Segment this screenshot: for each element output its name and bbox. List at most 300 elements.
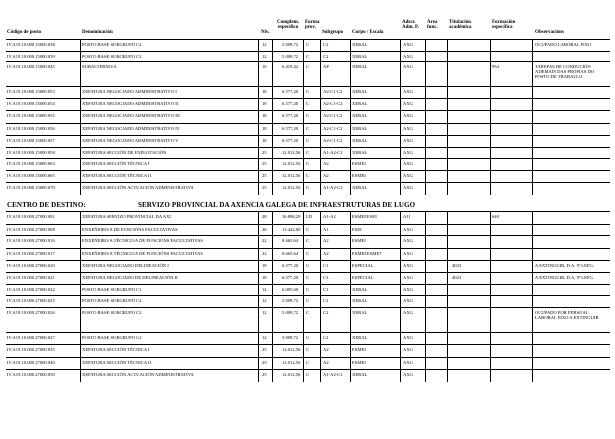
cell-sub: C2 <box>323 310 329 315</box>
cell-sub: C2 <box>323 42 329 47</box>
column-divider <box>425 183 426 195</box>
cell-code: IV.A19.10.000.27000.035 <box>7 347 55 352</box>
column-divider <box>258 370 259 382</box>
column-divider <box>490 370 491 382</box>
cell-obs: TAREFAS DE CONDUCIÓN ADEMAIS DAS PROPIAS DO POSTO DE TRABALLO. <box>535 64 595 79</box>
cell-code: IV.A19.10.000.27000.040 <box>7 360 55 365</box>
cell-comp: 6.577,20 <box>282 113 299 118</box>
cell-corpo: XERAL <box>352 185 368 190</box>
cell-sub: C2 <box>323 54 329 59</box>
header-titulacion-line1: Titulación <box>449 20 471 25</box>
cell-sub: AP <box>323 64 329 69</box>
cell-comp: 12.012,56 <box>282 360 301 365</box>
column-divider <box>490 62 491 87</box>
row-divider <box>6 272 610 273</box>
cell-corpo: ESMEI <box>352 238 366 243</box>
column-divider <box>425 308 426 333</box>
cell-name: XEFATURA NEGOCIADO ADMINISTRATIVO I <box>82 89 177 94</box>
cell-lvl: 12 <box>262 335 267 340</box>
cell-name: XEFATURA SECCIÓN TÉCNICA I <box>82 347 150 352</box>
cell-forma: C <box>306 263 310 268</box>
cell-forma: C <box>306 42 310 47</box>
cell-adscr: AXG <box>403 161 413 166</box>
column-divider <box>80 308 81 333</box>
header-nivel: Nív. <box>261 30 270 35</box>
cell-code: IV.A19.10.000.15000.053 <box>7 89 55 94</box>
cell-code: IV.A19.10.000.15000.070 <box>7 185 55 190</box>
cell-sub: C2 <box>323 335 329 340</box>
row-divider <box>6 248 610 249</box>
row-divider <box>6 123 610 124</box>
row-divider <box>6 182 610 183</box>
cell-forma: C <box>306 227 310 232</box>
row-divider <box>6 295 610 296</box>
cell-adscr: AXG <box>403 173 413 178</box>
cell-sub: A2 <box>323 173 329 178</box>
cell-adscr: AXG <box>403 113 413 118</box>
cell-sub: A2 <box>323 251 329 256</box>
cell-forma: C <box>306 287 310 292</box>
cell-lvl: 14 <box>262 287 267 292</box>
cell-forma: C <box>306 161 310 166</box>
header-adscr <box>402 20 419 31</box>
cell-code: IV.A19.10.000.27000.021 <box>7 275 55 280</box>
cell-comp: 5.009,72 <box>282 54 299 59</box>
cell-forma: C <box>306 126 310 131</box>
column-divider <box>532 308 533 333</box>
cell-code: IV.A19.10.000.15000.063 <box>7 161 55 166</box>
cell-name: XEFATURA SECCIÓN TÉCNICA I <box>82 161 150 166</box>
centro-destino-label: CENTRO DE DESTINO: <box>7 201 86 209</box>
cell-corpo: ESMEI <box>352 161 366 166</box>
cell-adscr: AXG <box>403 138 413 143</box>
cell-corpo: ESMEI <box>352 360 366 365</box>
cell-lvl: 18 <box>262 263 267 268</box>
cell-comp: 12.012,56 <box>282 185 301 190</box>
row-divider <box>6 158 610 159</box>
cell-adscr: AXG <box>403 126 413 131</box>
column-divider <box>425 62 426 87</box>
cell-name: POSTO BASE SUBGRUPO C2 <box>82 54 142 59</box>
header-complemento-line1: Complem. <box>276 20 300 25</box>
cell-code: IV.A19.10.000.27000.001 <box>7 214 55 219</box>
cell-code: IV.A19.10.000.27000.008 <box>7 227 55 232</box>
cell-name: POSTO BASE SUBGRUPO C2 <box>82 335 142 340</box>
header-adscr-line2: Adm. P. <box>402 25 419 31</box>
cell-corpo: ESMEI <box>352 173 366 178</box>
column-divider <box>320 62 321 87</box>
cell-adscr: AXG <box>403 42 413 47</box>
column-divider <box>303 62 304 87</box>
cell-forma: C <box>306 54 310 59</box>
header-adscr-line1: Adscr. <box>402 20 416 25</box>
cell-lvl: 18 <box>262 113 267 118</box>
cell-forma: C <box>306 138 310 143</box>
column-divider <box>400 370 401 382</box>
column-divider <box>272 183 273 195</box>
cell-tit: 4023 <box>452 275 462 280</box>
row-divider <box>6 332 610 333</box>
cell-comp: 5.009,72 <box>282 310 299 315</box>
cell-code: IV.A19.10.000.27000.026 <box>7 310 55 315</box>
cell-adscr: AXG <box>403 335 413 340</box>
row-divider <box>6 344 610 345</box>
cell-adscr: AXG <box>403 347 413 352</box>
cell-name: SUBALTERNO/A <box>82 64 117 69</box>
column-divider <box>350 370 351 382</box>
cell-corpo: XERAL <box>352 287 368 292</box>
cell-code: IV.A19.10.000.15000.065 <box>7 173 55 178</box>
cell-lvl: 18 <box>262 126 267 131</box>
column-divider <box>532 62 533 87</box>
cell-comp: 6.419,42 <box>282 64 299 69</box>
cell-sub: A2-C1-C2 <box>323 126 343 131</box>
header-subgrupo: Subgrupo <box>322 30 344 35</box>
cell-forma: C <box>306 360 310 365</box>
cell-comp: 12.012,56 <box>282 173 301 178</box>
column-divider <box>532 183 533 195</box>
column-divider <box>320 183 321 195</box>
cell-name: ENXEÑEIRO/A TÉCNICO/A DE FUNCIÓNS FACULTATIVAS <box>82 238 203 243</box>
cell-sub: A1-A2-C1 <box>323 185 343 190</box>
cell-sub: C1 <box>323 263 329 268</box>
cell-corpo: XERAL <box>352 335 368 340</box>
cell-forma: C <box>306 173 310 178</box>
column-divider <box>272 308 273 333</box>
cell-forma: C <box>306 185 310 190</box>
cell-name: XEFATURA SERVIZO PROVINCIAL DA AXI <box>82 214 171 219</box>
column-divider <box>350 183 351 195</box>
cell-sub: A1 <box>323 227 329 232</box>
cell-name: XEFATURA NEGOCIADO DELINEACIÓN I <box>82 263 169 268</box>
cell-code: IV.A19.10.000.27000.027 <box>7 335 55 340</box>
cell-adscr: AXG <box>403 298 413 303</box>
cell-forma: C <box>306 89 310 94</box>
cell-corpo: XERAL <box>352 126 368 131</box>
header-denominacion: Denominación <box>82 30 113 35</box>
row-divider <box>6 211 610 212</box>
column-divider <box>80 183 81 195</box>
cell-comp: 12.012,56 <box>282 161 301 166</box>
column-divider <box>447 62 448 87</box>
cell-corpo: XERAL <box>352 64 368 69</box>
cell-lvl: 25 <box>262 161 267 166</box>
row-divider <box>6 307 610 308</box>
cell-code: IV.A19.10.000.27000.016 <box>7 238 55 243</box>
cell-corpo: ESEI <box>352 227 362 232</box>
cell-comp: 16.898,29 <box>282 214 301 219</box>
cell-adscr: AXG <box>403 185 413 190</box>
cell-code: IV.A19.10.000.27000.025 <box>7 298 55 303</box>
cell-forma: C <box>306 275 310 280</box>
row-divider <box>6 98 610 99</box>
cell-comp: 6.577,20 <box>282 101 299 106</box>
cell-name: POSTO BASE SUBGRUPO C2 <box>82 42 142 47</box>
column-divider <box>303 183 304 195</box>
column-divider <box>400 62 401 87</box>
cell-forma: C <box>306 372 310 377</box>
cell-corpo: ESMEI <box>352 347 366 352</box>
cell-code: IV.A19.10.000.15000.055 <box>7 113 55 118</box>
cell-lvl: 25 <box>262 173 267 178</box>
header-forma-line1: Forma <box>305 20 320 25</box>
cell-adscr: AXG <box>403 251 413 256</box>
cell-comp: 6.577,20 <box>282 126 299 131</box>
cell-name: XEFATURA NEGOCIADO ADMINISTRATIVO II <box>82 101 179 106</box>
cell-comp: 5.009,72 <box>282 335 299 340</box>
cell-forma: C <box>306 64 310 69</box>
cell-adscr: AXG <box>403 275 413 280</box>
cell-code: IV.A19.10.000.15000.045 <box>7 64 55 69</box>
cell-adscr: AXG <box>403 101 413 106</box>
cell-name: XEFATURA SECCIÓN TÉCNICA II <box>82 173 152 178</box>
cell-tit: 4023 <box>452 263 462 268</box>
cell-code: IV.A19.10.000.15000.058 <box>7 150 55 155</box>
cell-sub: A2-C1-C2 <box>323 138 343 143</box>
row-divider <box>6 135 610 136</box>
cell-corpo: ESMEI/ESEI <box>352 214 377 219</box>
cell-name: XEFATURA SECCIÓN TÉCNICA II <box>82 360 152 365</box>
cell-form: 954 <box>492 64 499 69</box>
cell-name: XEFATURA SECCIÓN ACTUACIÓN ADMINISTRATIVA <box>82 372 194 377</box>
cell-lvl: 12 <box>262 54 267 59</box>
cell-name: ENXEÑEIRO/A DE FUNCIÓNS FACULTATIVAS <box>82 227 178 232</box>
cell-comp: 6.577,20 <box>282 138 299 143</box>
cell-sub: A2 <box>323 161 329 166</box>
cell-lvl: 22 <box>262 238 267 243</box>
row-divider <box>6 147 610 148</box>
cell-corpo: XERAL <box>352 42 368 47</box>
column-divider <box>303 370 304 382</box>
cell-sub: C1 <box>323 275 329 280</box>
cell-code: IV.A19.10.000.15000.038 <box>7 42 55 47</box>
row-divider <box>6 51 610 52</box>
cell-sub: C1 <box>323 287 329 292</box>
column-divider <box>425 370 426 382</box>
cell-forma: C <box>306 238 310 243</box>
header-titulacion-line2: académica <box>449 25 472 31</box>
cell-obs: OCUPADO LABORAL FIXO <box>535 42 592 47</box>
cell-comp: 8.665,64 <box>282 238 299 243</box>
column-divider <box>320 308 321 333</box>
cell-forma: C <box>306 150 310 155</box>
row-divider <box>6 224 610 225</box>
cell-sub: A2-C1-C2 <box>323 101 343 106</box>
cell-lvl: 25 <box>262 347 267 352</box>
cell-adscr: AXG <box>403 263 413 268</box>
header-formacion-line1: Formación <box>492 20 516 25</box>
cell-adscr: AXG <box>403 54 413 59</box>
cell-code: IV.A19.10.000.27000.017 <box>7 251 55 256</box>
cell-forma: C <box>306 298 310 303</box>
cell-adscr: AXG <box>403 310 413 315</box>
cell-obs: A EXTINGUIR, D.A. 9ª LEFG. <box>535 263 594 268</box>
column-divider <box>80 370 81 382</box>
cell-corpo: XERAL <box>352 89 368 94</box>
cell-lvl: 28 <box>262 214 267 219</box>
header-area-line2: func. <box>427 25 438 31</box>
cell-comp: 8.665,64 <box>282 251 299 256</box>
cell-obs: A EXTINGUIR, D.A. 9ª LEFG. <box>535 275 594 280</box>
cell-adscr: AXG <box>403 238 413 243</box>
header-formacion <box>492 20 515 31</box>
cell-code: IV.A19.10.000.27000.022 <box>7 287 55 292</box>
cell-adscr: A11 <box>403 214 411 219</box>
cell-lvl: 18 <box>262 89 267 94</box>
column-divider <box>447 308 448 333</box>
cell-forma: C <box>306 113 310 118</box>
column-divider <box>447 370 448 382</box>
cell-forma: C <box>306 251 310 256</box>
cell-sub: A2-C1-C2 <box>323 89 343 94</box>
cell-adscr: AXG <box>403 227 413 232</box>
row-divider <box>6 284 610 285</box>
column-divider <box>320 370 321 382</box>
column-divider <box>490 308 491 333</box>
header-corpo: Corpo / Escala <box>352 30 384 35</box>
cell-name: XEFATURA SECCIÓN DE EXPLOTACIÓN <box>82 150 167 155</box>
cell-code: IV.A19.10.000.15000.054 <box>7 101 55 106</box>
cell-lvl: 18 <box>262 275 267 280</box>
row-divider <box>6 260 610 261</box>
cell-code: IV.A19.10.000.27000.020 <box>7 263 55 268</box>
cell-name: ENXEÑEIRO/A TÉCNICO/A DE FUNCIÓNS FACULTATIVAS <box>82 251 203 256</box>
cell-code: IV.A19.10.000.27000.050 <box>7 372 55 377</box>
column-divider <box>350 308 351 333</box>
cell-comp: 6.577,20 <box>282 275 299 280</box>
cell-name: XEFATURA NEGOCIADO ADMINISTRATIVO IV <box>82 126 181 131</box>
cell-comp: 12.012,56 <box>282 347 301 352</box>
cell-adscr: AXG <box>403 150 413 155</box>
column-divider <box>258 183 259 195</box>
cell-corpo: XERAL <box>352 372 368 377</box>
cell-corpo: XERAL <box>352 310 368 315</box>
cell-lvl: 18 <box>262 101 267 106</box>
row-divider <box>6 86 610 87</box>
cell-lvl: 12 <box>262 42 267 47</box>
header-area <box>427 20 438 31</box>
cell-comp: 5.009,72 <box>282 298 299 303</box>
cell-sub: A1-A2-C1 <box>323 150 343 155</box>
column-divider <box>272 370 273 382</box>
cell-forma: LD <box>306 214 313 219</box>
header-complemento <box>273 20 303 31</box>
cell-comp: 6.577,20 <box>282 263 299 268</box>
column-divider <box>350 62 351 87</box>
cell-name: XEFATURA SECCIÓN ACTUACIÓN ADMINISTRATIVA <box>82 185 194 190</box>
header-codigo: Código de posto <box>7 30 42 35</box>
column-divider <box>80 62 81 87</box>
cell-lvl: 26 <box>262 227 267 232</box>
cell-corpo: XERAL <box>352 101 368 106</box>
header-forma <box>305 20 319 31</box>
cell-adscr: AXG <box>403 372 413 377</box>
cell-corpo: ESMEI/ESME7 <box>352 251 382 256</box>
cell-corpo: XERAL <box>352 113 368 118</box>
cell-sub: A2 <box>323 347 329 352</box>
cell-name: XEFATURA NEGOCIADO ADMINISTRATIVO V <box>82 138 179 143</box>
cell-lvl: 25 <box>262 150 267 155</box>
column-divider <box>258 308 259 333</box>
cell-lvl: 12 <box>262 298 267 303</box>
row-divider <box>6 39 610 40</box>
cell-sub: A2 <box>323 238 329 243</box>
cell-corpo: XERAL <box>352 54 368 59</box>
cell-sub: A2-C1-C2 <box>323 113 343 118</box>
cell-lvl: 12 <box>262 310 267 315</box>
cell-lvl: 25 <box>262 185 267 190</box>
cell-name: POSTO BASE SUBGRUPO C1 <box>82 287 142 292</box>
row-divider <box>6 110 610 111</box>
header-formacion-line2: específica <box>492 25 513 31</box>
cell-comp: 5.009,72 <box>282 42 299 47</box>
cell-obs: OCUPADO POR PERSOAL LABORAL FIXO A EXTINGUIR <box>535 310 599 320</box>
cell-name: POSTO BASE SUBGRUPO C2 <box>82 298 142 303</box>
cell-corpo: ESPECIAL <box>352 263 374 268</box>
row-divider <box>6 369 610 370</box>
cell-forma: C <box>306 310 310 315</box>
cell-lvl: 18 <box>262 138 267 143</box>
header-forma-line2: prov. <box>305 25 316 31</box>
cell-sub: C2 <box>323 298 329 303</box>
cell-comp: 12.012,56 <box>282 372 301 377</box>
header-observacions: Observacións <box>535 30 564 35</box>
cell-comp: 6.005,60 <box>282 287 299 292</box>
cell-name: XEFATURA NEGOCIADO DE DELINEACIÓN II <box>82 275 178 280</box>
column-divider <box>400 308 401 333</box>
cell-sub: A1-A2 <box>323 214 336 219</box>
column-divider <box>272 62 273 87</box>
cell-forma: C <box>306 335 310 340</box>
cell-adscr: AXG <box>403 64 413 69</box>
cell-corpo: ESPECIAL <box>352 275 374 280</box>
column-divider <box>303 308 304 333</box>
cell-comp: 13.442,00 <box>282 227 301 232</box>
row-divider <box>6 235 610 236</box>
cell-lvl: 22 <box>262 251 267 256</box>
cell-name: POSTO BASE SUBGRUPO C2 <box>82 310 142 315</box>
cell-code: IV.A19.10.000.15000.057 <box>7 138 55 143</box>
cell-corpo: XERAL <box>352 138 368 143</box>
cell-corpo: XERAL <box>352 150 368 155</box>
column-divider <box>400 183 401 195</box>
cell-comp: 6.577,20 <box>282 89 299 94</box>
cell-adscr: AXG <box>403 287 413 292</box>
column-divider <box>532 370 533 382</box>
cell-sub: A1-A2-C1 <box>323 372 343 377</box>
header-titulacion <box>449 20 472 31</box>
cell-name: XEFATURA NEGOCIADO ADMINISTRATIVO III <box>82 113 180 118</box>
row-divider <box>6 170 610 171</box>
cell-lvl: 25 <box>262 372 267 377</box>
header-complemento-line2: específico <box>277 25 299 31</box>
cell-code: IV.A19.10.000.15000.039 <box>7 54 55 59</box>
row-divider <box>6 61 610 62</box>
row-divider <box>6 357 610 358</box>
header-area-line1: Área <box>427 20 438 25</box>
cell-corpo: XERAL <box>352 298 368 303</box>
cell-lvl: 25 <box>262 360 267 365</box>
cell-comp: 12.012,56 <box>282 150 301 155</box>
cell-code: IV.A19.10.000.15000.056 <box>7 126 55 131</box>
cell-adscr: AXG <box>403 360 413 365</box>
cell-lvl: 10 <box>262 64 267 69</box>
cell-sub: A2 <box>323 360 329 365</box>
cell-forma: C <box>306 101 310 106</box>
column-divider <box>258 62 259 87</box>
column-divider <box>490 183 491 195</box>
centro-destino-name: SERVIZO PROVINCIAL DA AXENCIA GALEGA DE INFRAESTRUTURAS DE LUGO <box>138 201 416 209</box>
